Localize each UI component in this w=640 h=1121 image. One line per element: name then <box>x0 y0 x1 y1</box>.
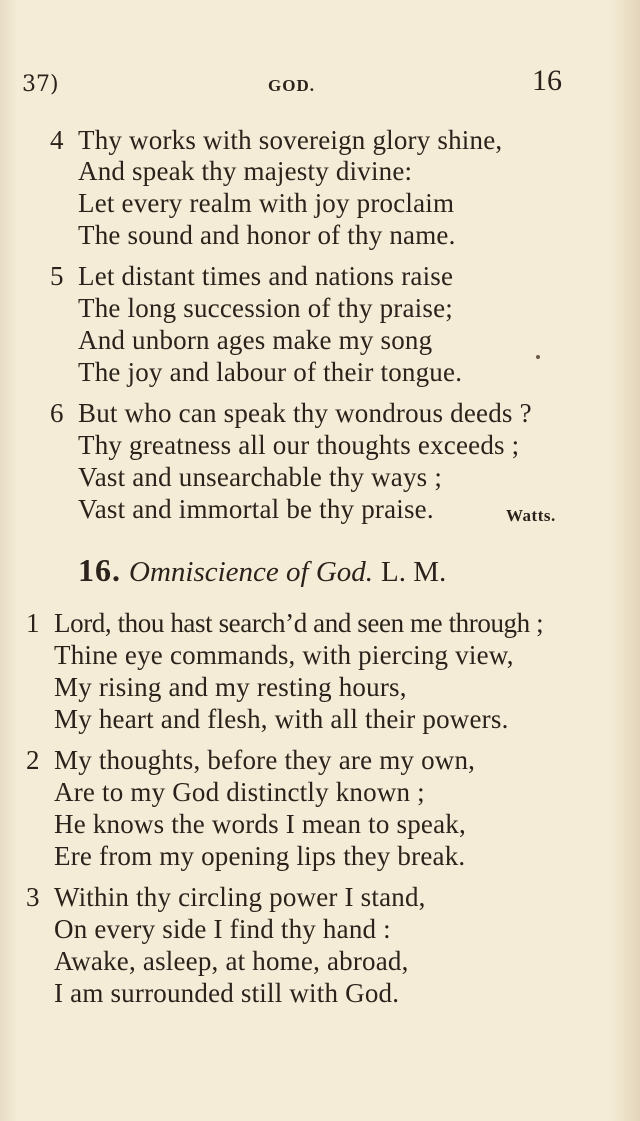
stanza-number: 5 <box>50 261 64 291</box>
verse-line: Vast and immortal be thy praise. <box>78 494 434 524</box>
verse-line: And speak thy majesty divine: <box>78 156 413 186</box>
verse-line: Within thy circling power I stand, <box>54 882 426 912</box>
verse-line: He knows the words I mean to speak, <box>54 809 466 839</box>
verse-line: The sound and honor of thy name. <box>78 220 456 250</box>
page-number: 16 <box>532 64 562 97</box>
verse-line: And unborn ages make my song <box>78 325 433 355</box>
verse-line: Are to my God distinctly known ; <box>54 777 425 807</box>
verse-line: I am surrounded still with God. <box>54 978 400 1008</box>
verse-line: Thy works with sovereign glory shine, <box>78 125 503 155</box>
verse-line: But who can speak thy wondrous deeds ? <box>78 398 532 428</box>
verse-line: Vast and unsearchable thy ways ; <box>78 462 443 492</box>
verse-line: Awake, asleep, at home, abroad, <box>54 946 409 976</box>
stanza-number: 1 <box>26 608 40 638</box>
verse-line: My rising and my resting hours, <box>54 672 407 702</box>
hymn-title <box>78 552 446 589</box>
page-header <box>0 64 640 104</box>
hymn-number: 16. <box>78 552 121 588</box>
verse-line: Let distant times and nations raise <box>78 261 454 291</box>
header-section-title: GOD. <box>268 76 315 95</box>
verse-line: The long succession of thy praise; <box>78 293 453 323</box>
author-attribution: Watts. <box>506 506 556 525</box>
verse-line: The joy and labour of their tongue. <box>78 357 463 387</box>
stanza-number: 4 <box>50 125 64 155</box>
hymn-meter: L. M. <box>381 556 447 588</box>
stanza-number: 6 <box>50 398 64 428</box>
verse-line: My heart and flesh, with all their powers. <box>54 704 509 734</box>
verse-line: My thoughts, before they are my own, <box>54 745 476 775</box>
hymn-title-text: Omniscience of God. <box>129 556 374 588</box>
stanza-number: 2 <box>26 745 40 775</box>
header-hymn-range: 37) <box>22 72 59 97</box>
verse-line: On every side I find thy hand : <box>54 914 391 944</box>
verse-line: Thine eye commands, with piercing view, <box>54 640 514 670</box>
stanza-number: 3 <box>26 882 40 912</box>
paper-speck <box>536 355 540 359</box>
verse-line: Let every realm with joy proclaim <box>78 188 455 218</box>
verse-line: Lord, thou hast search’d and seen me through ; <box>54 608 544 638</box>
verse-line: Thy greatness all our thoughts exceeds ; <box>78 430 520 460</box>
verse-line: Ere from my opening lips they break. <box>54 841 466 871</box>
